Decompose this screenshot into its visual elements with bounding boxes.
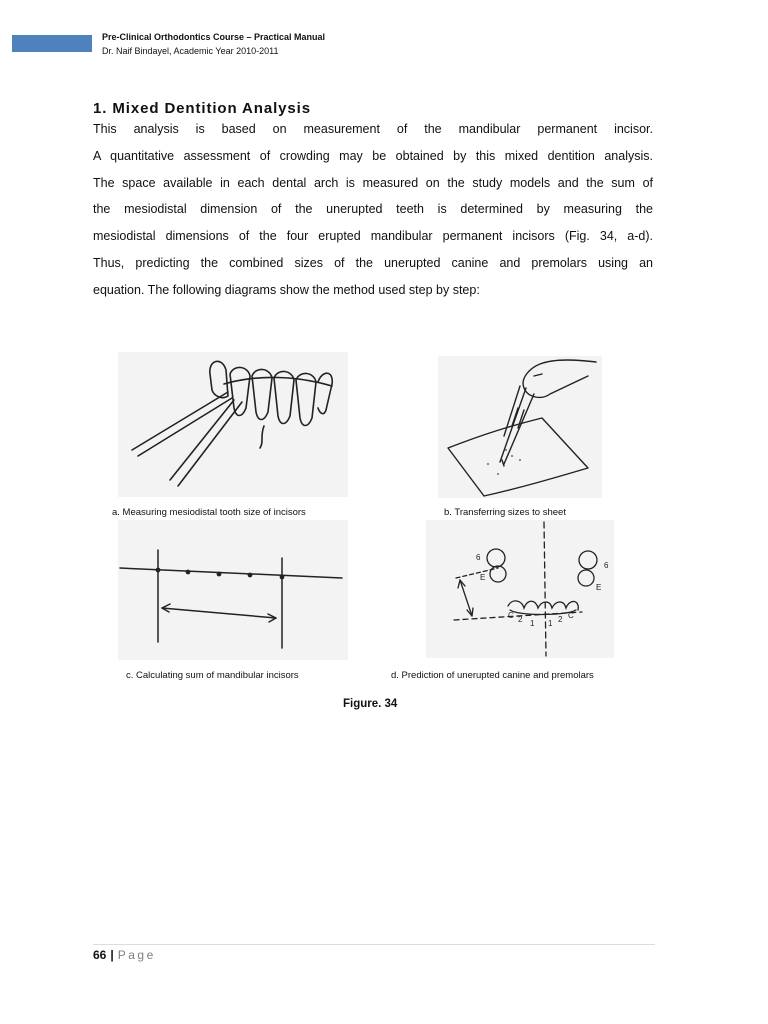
label-c-left: C xyxy=(508,611,514,620)
paragraph-line: mesiodistal dimensions of the four erupted mandibular permanent incisors (Fig. 34, a-d). xyxy=(93,229,653,244)
figure-c-image xyxy=(118,520,348,660)
caption-c: c. Calculating sum of mandibular incisors xyxy=(126,670,299,681)
figure-c-drawing xyxy=(118,520,348,660)
caption-b: b. Transferring sizes to sheet xyxy=(444,507,566,518)
header-course: Pre-Clinical Orthodontics Course – Practical Manual xyxy=(102,32,326,42)
figure-d-drawing xyxy=(426,520,614,658)
label-c-right: C xyxy=(568,611,574,620)
figure-b-drawing xyxy=(438,356,602,498)
paragraph-line: A quantitative assessment of crowding may be obtained by this mixed dentition analysis. xyxy=(93,148,653,163)
label-six-right: 6 xyxy=(604,561,609,570)
caption-a: a. Measuring mesiodistal tooth size of incisors xyxy=(112,507,306,518)
paragraph-line: The space available in each dental arch is measured on the study models and the sum of xyxy=(93,175,653,190)
header-author: Dr. Naif Bindayel, Academic Year 2010-2011 xyxy=(102,46,279,56)
figure-d-image xyxy=(426,520,614,658)
figure-b-image xyxy=(438,356,602,498)
page-word: Page xyxy=(117,948,156,962)
label-one-left: 1 xyxy=(530,619,535,628)
footer-divider xyxy=(93,944,655,945)
section-title: 1. Mixed Dentition Analysis xyxy=(93,100,311,117)
paragraph-line: This analysis is based on measurement of the mandibular permanent incisor. xyxy=(93,122,653,136)
label-e-right: E xyxy=(596,583,602,592)
label-six-left: 6 xyxy=(476,553,481,562)
caption-d: d. Prediction of unerupted canine and premolars xyxy=(391,670,594,681)
paragraph-line: equation. The following diagrams show the method used step by step: xyxy=(93,282,480,297)
paragraph-line: Thus, predicting the combined sizes of the unerupted canine and premolars using an xyxy=(93,255,653,270)
label-one-right: 1 xyxy=(548,619,553,628)
figure-a-image xyxy=(118,352,348,497)
figure-label: Figure. 34 xyxy=(343,698,398,710)
figure-a-drawing xyxy=(118,352,348,497)
page-number: 66 xyxy=(93,948,107,962)
paragraph-line: the mesiodistal dimension of the unerupted teeth is determined by measuring the xyxy=(93,202,653,217)
label-two-left: 2 xyxy=(518,615,523,624)
footer-separator: | xyxy=(110,948,114,962)
label-e-left: E xyxy=(480,573,486,582)
body-paragraph xyxy=(93,116,653,304)
page-footer xyxy=(93,948,156,962)
header-accent-bar xyxy=(12,35,92,52)
label-two-right: 2 xyxy=(558,615,563,624)
